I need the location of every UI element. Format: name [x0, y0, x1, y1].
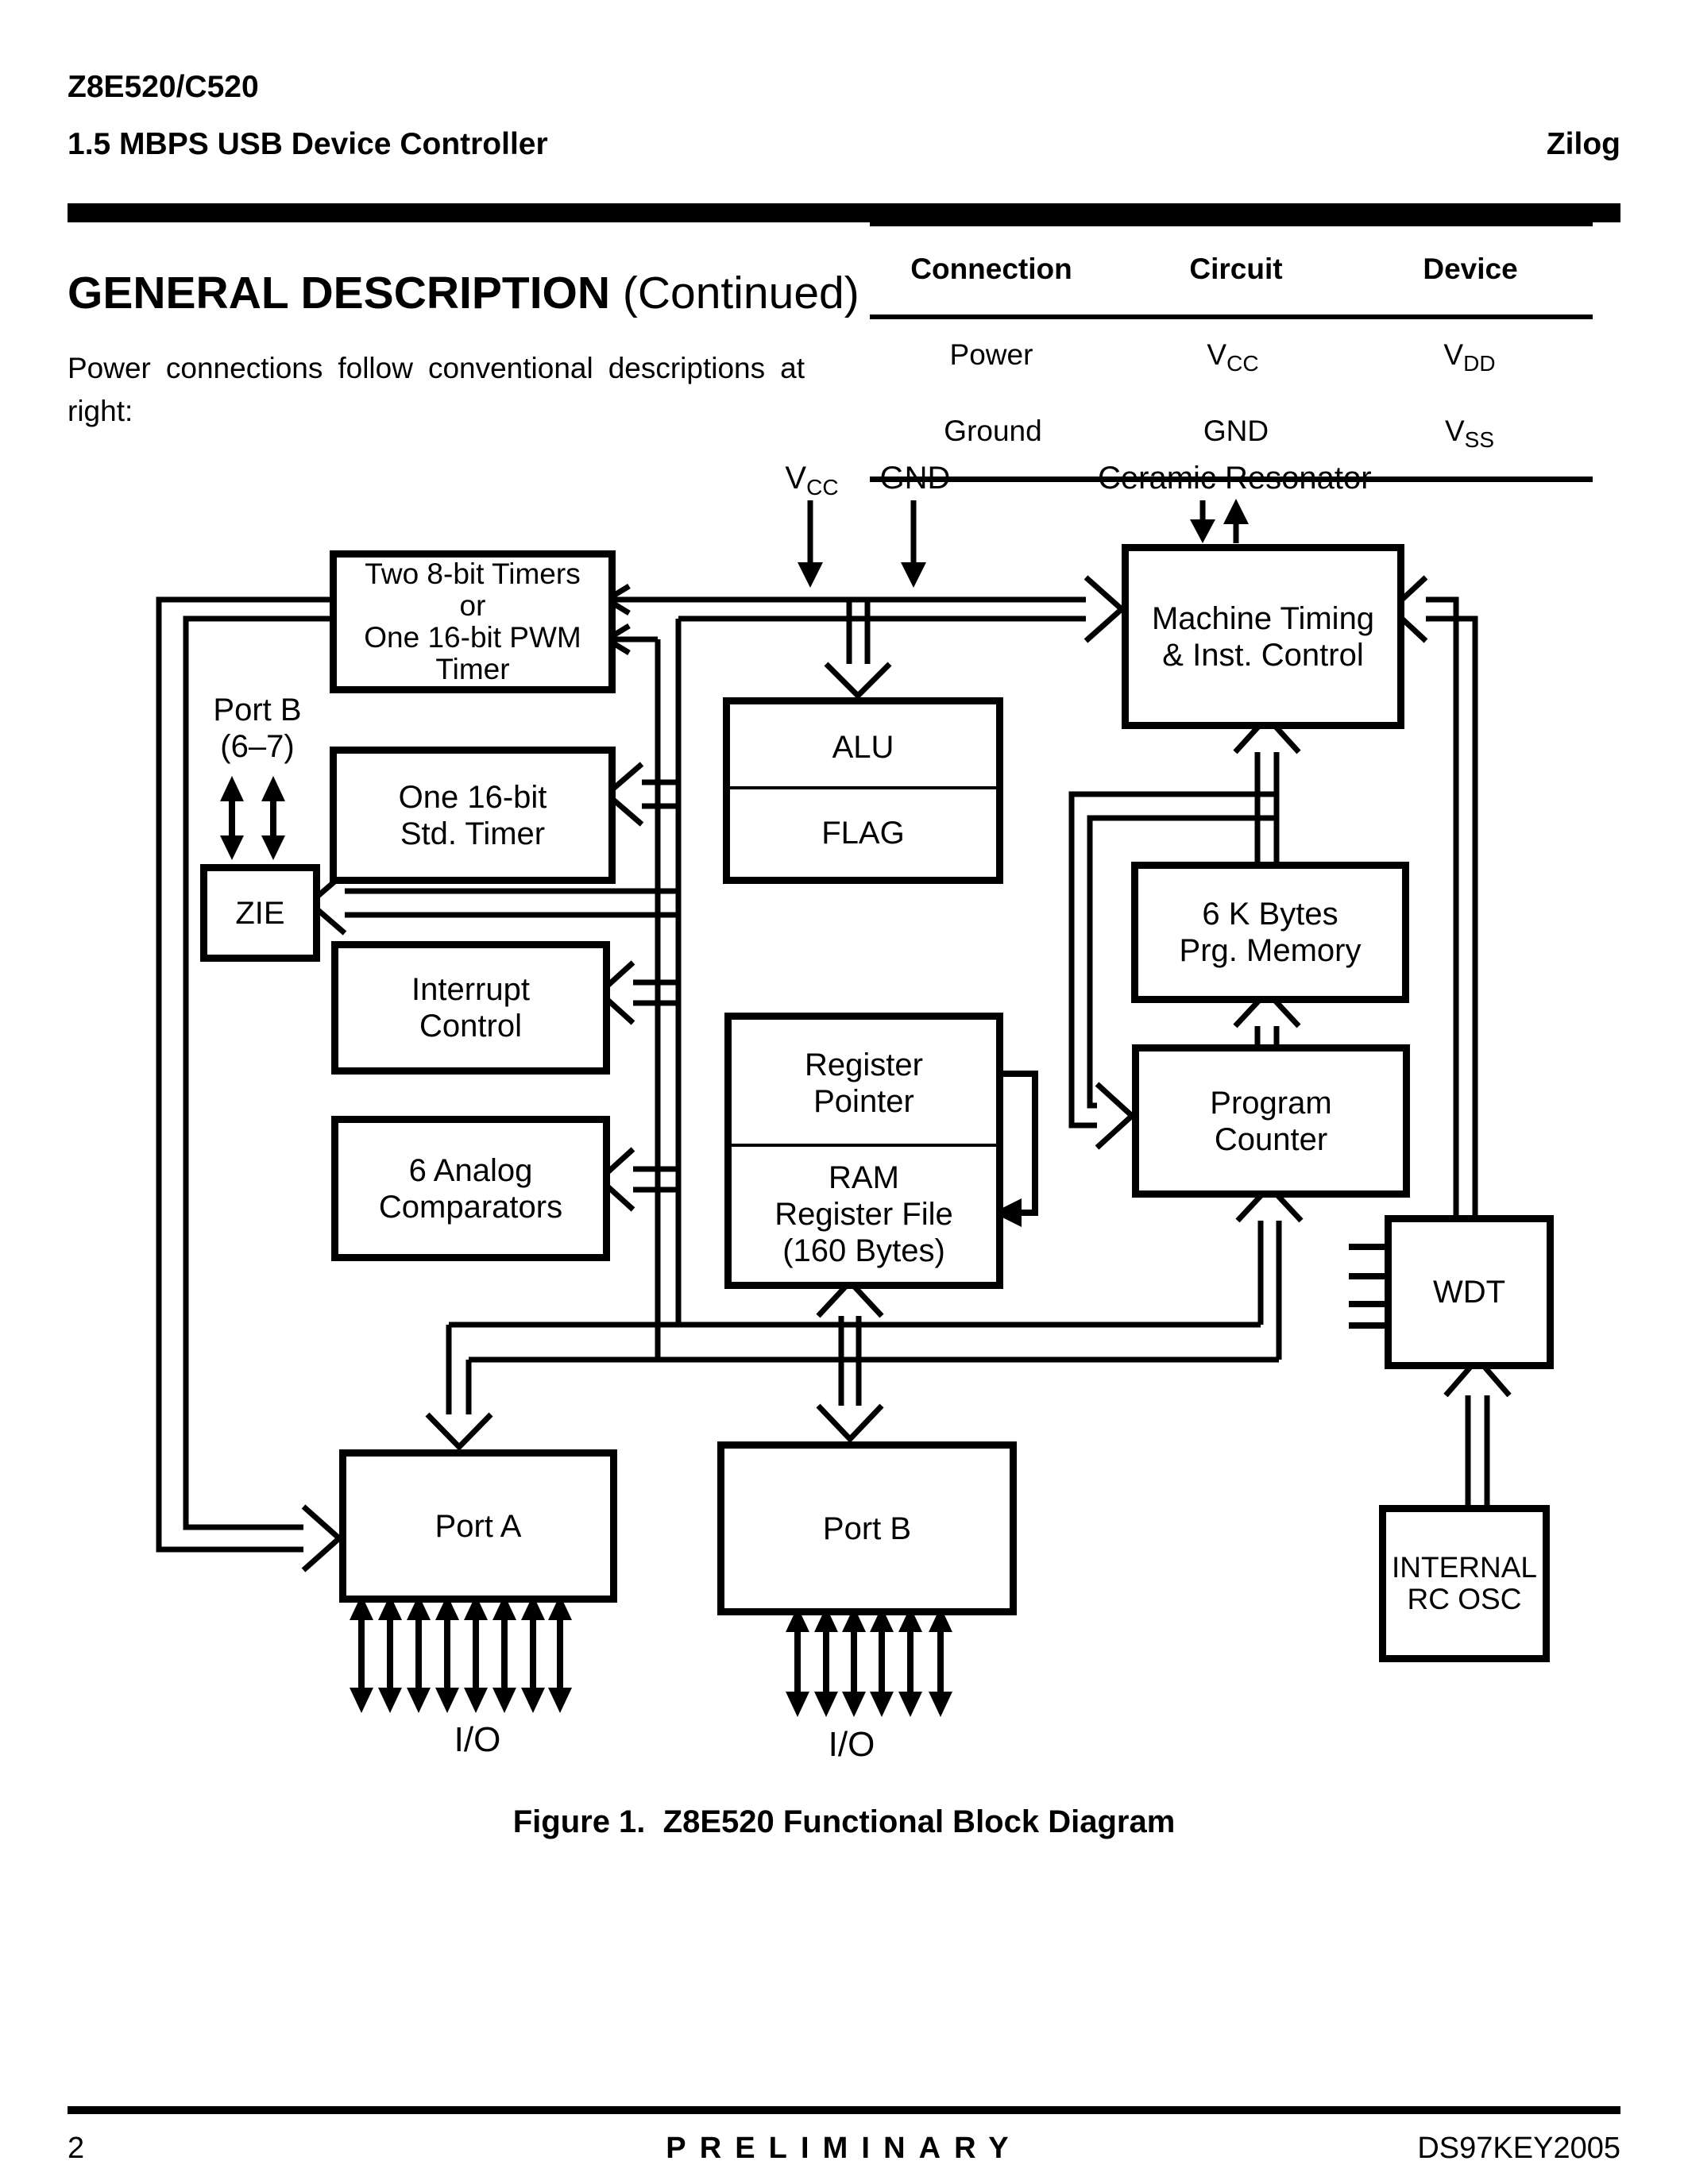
page-subtitle: 1.5 MBPS USB Device Controller [68, 127, 548, 161]
ceramic-resonator-down-arrow [1190, 500, 1215, 543]
ceramic-resonator-label: Ceramic Resonator [1098, 461, 1372, 496]
block-flag: FLAG [723, 786, 1003, 884]
gnd-label: GND [879, 461, 951, 496]
brand-name: Zilog [1546, 127, 1620, 161]
table-cell-vcc: $V_{CC}$ [1207, 338, 1259, 376]
footer-status: PRELIMINARY [666, 2132, 1022, 2165]
block-wdt: WDT [1385, 1215, 1554, 1369]
vcc-label: $V_{CC}$ [785, 461, 839, 500]
block-timers: Two 8-bit Timers or One 16-bit PWM Timer [330, 550, 616, 693]
section-heading-normal: (Continued) [610, 268, 859, 318]
porta-io-label: I/O [454, 1720, 501, 1759]
intro-line-2: right: [68, 395, 133, 427]
footer-doc-number: DS97KEY2005 [1417, 2132, 1620, 2165]
footer-rule [68, 2106, 1620, 2114]
block-program-counter: Program Counter [1132, 1044, 1410, 1198]
block-interrupt-control: Interrupt Control [331, 941, 610, 1075]
table-cell-vss: $V_{SS}$ [1444, 415, 1495, 452]
section-heading-bold: GENERAL DESCRIPTION [68, 268, 611, 318]
table-cell-gnd: GND [1203, 415, 1269, 447]
mt-prgmem-channel [1235, 717, 1299, 862]
portb-pins-label-1: Port B [213, 693, 302, 727]
table-cell-power: Power [949, 338, 1033, 371]
alu-entry-channel [826, 600, 890, 696]
block-zie: ZIE [200, 864, 320, 962]
portb-io-arrows [786, 1607, 952, 1717]
portb-pins-double-arrows [220, 776, 285, 860]
pc-bottom-channel [1238, 1187, 1301, 1360]
block-prg-memory: 6 K Bytes Prg. Memory [1131, 862, 1409, 1003]
table-cell-ground: Ground [944, 415, 1042, 447]
porta-io-arrows [350, 1595, 572, 1713]
block-port-a: Port A [339, 1449, 617, 1603]
table-header-connection: Connection [910, 253, 1072, 285]
block-port-b: Port B [717, 1441, 1017, 1615]
ceramic-resonator-up-arrow [1223, 499, 1249, 543]
portb-pins-label-2: (6–7) [220, 729, 295, 764]
block-std-timer: One 16-bit Std. Timer [330, 747, 616, 884]
portb-io-label: I/O [828, 1725, 875, 1764]
block-alu: ALU [723, 697, 1003, 793]
table-header-circuit: Circuit [1189, 253, 1283, 285]
table-cell-vdd: $V_{DD}$ [1443, 338, 1496, 376]
footer-page-number: 2 [68, 2132, 85, 2165]
block-ram-register-file: RAM Register File (160 Bytes) [724, 1144, 1003, 1289]
block-analog-comparators: 6 Analog Comparators [331, 1116, 610, 1261]
part-number: Z8E520/C520 [68, 70, 259, 104]
block-internal-rc-osc: INTERNAL RC OSC [1379, 1505, 1550, 1662]
wdt-stub-lines [1349, 1247, 1385, 1325]
block-machine-timing: Machine Timing & Inst. Control [1122, 544, 1404, 729]
intro-line-1: Power connections follow conventional descriptions at [68, 352, 805, 384]
table-header-device: Device [1423, 253, 1518, 285]
vcc-arrow [798, 500, 823, 588]
figure-caption: Figure 1. Z8E520 Functional Block Diagram [512, 1804, 1176, 1839]
gnd-arrow [901, 500, 926, 588]
block-register-pointer: Register Pointer [724, 1013, 1003, 1151]
bottom-bus-channel [427, 1325, 1279, 1447]
rcosc-wdt-channel [1446, 1359, 1509, 1505]
